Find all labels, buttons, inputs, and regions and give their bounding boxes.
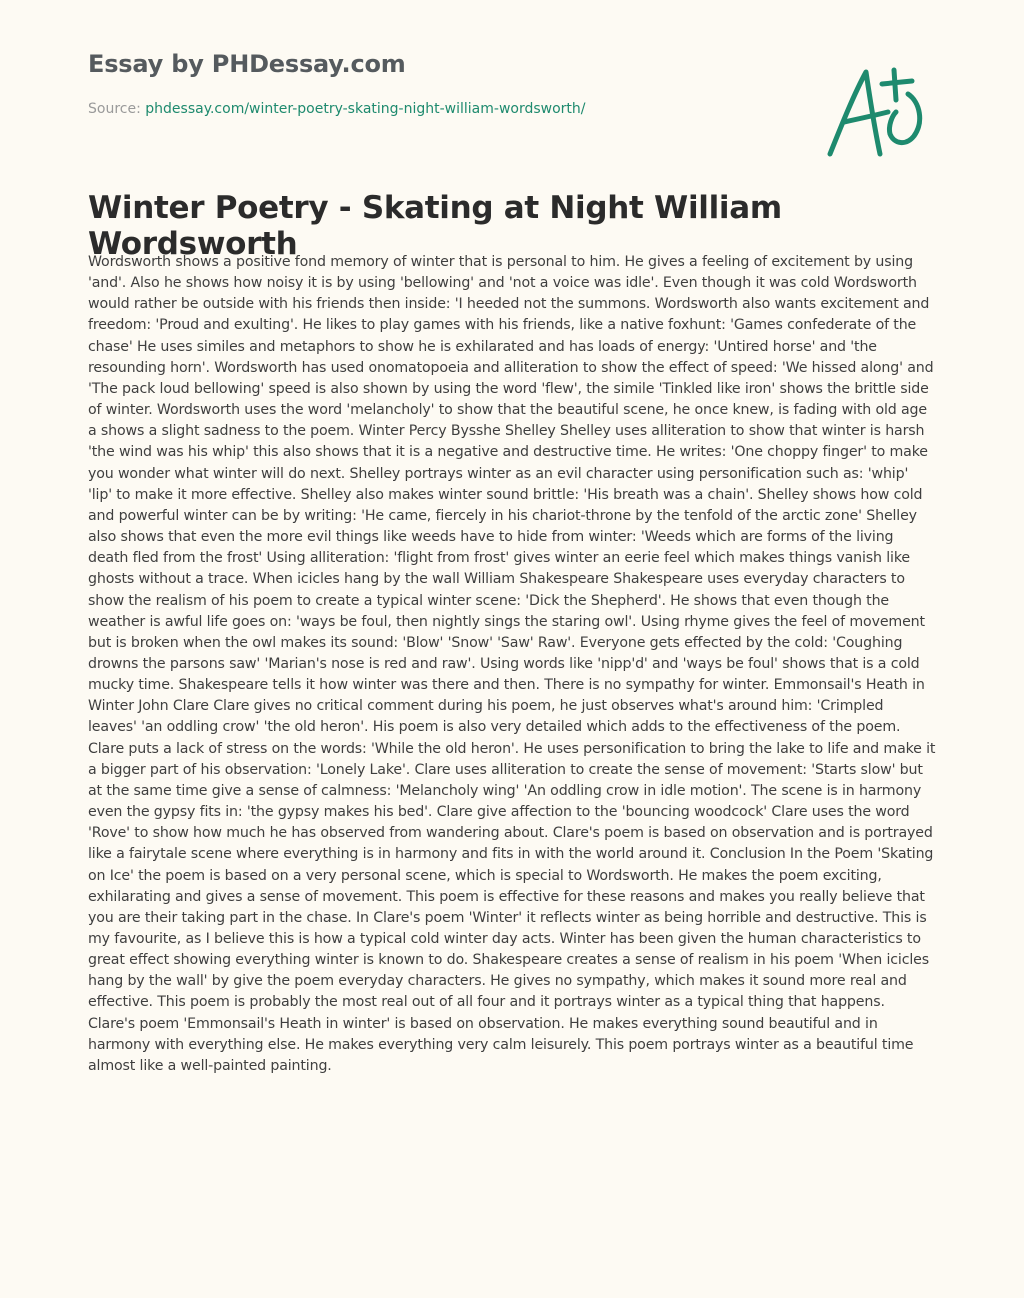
source-link[interactable]: phdessay.com/winter-poetry-skating-night-william-wordsworth/ <box>145 101 586 117</box>
source-label: Source: <box>88 101 146 117</box>
essay-title: Winter Poetry - Skating at Night William Wordsworth <box>88 190 782 262</box>
essay-body: Wordsworth shows a positive fond memory of winter that is personal to him. He gives a feeling of excitement by using 'and'. Also he shows how noisy it is by using 'bellowing' and 'not a voice was idle'. Even though it was cold Wordsworth would rather be outside with his friends then inside: 'I heeded not the summons. Wordsworth also wants excitement and freedom: 'Proud and exulting'. He likes to play games with his friends, like a native foxhunt: 'Games confederate of the chase' He uses similes and metaphors to show he is exhilarated and has loads of energy: 'Untired horse' and 'the resounding horn'. Wordsworth has used onomatopoeia and alliteration to show the effect of speed: 'We hissed along' and 'The pack loud bellowing' speed is also shown by using the word 'flew', the simile 'Tinkled like iron' shows the brittle side of winter. Wordsworth uses the word 'melancholy' to show that the beautiful scene, he once knew, is fading with old age a shows a slight sadness to the poem. Winter Percy Bysshe Shelley Shelley uses alliteration to show that winter is harsh 'the wind was his whip' this also shows that it is a negative and destructive time. He writes: 'One choppy finger' to make you wonder what winter will do next. Shelley portrays winter as an evil character using personification such as: 'whip' 'lip' to make it more effective. Shelley also makes winter sound brittle: 'His breath was a chain'. Shelley shows how cold and powerful winter can be by writing: 'He came, fiercely in his chariot-throne by the tenfold of the arctic zone' Shelley also shows that even the more evil things like weeds have to hide from winter: 'Weeds which are forms of the living death fled from the frost' Using alliteration: 'flight from frost' gives winter an eerie feel which makes things vanish like ghosts without a trace. When icicles hang by the wall William Shakespeare Shakespeare uses everyday characters to show the realism of his poem to create a typical winter scene: 'Dick the Shepherd'. He shows that even though the weather is awful life goes on: 'ways be foul, then nightly sings the staring owl'. Using rhyme gives the feel of movement but is broken when the owl makes its sound: 'Blow' 'Snow' 'Saw' Raw'. Everyone gets effected by the cold: 'Coughing drowns the parsons saw' 'Marian's nose is red and raw'. Using words like 'nipp'd' and 'ways be foul' shows that is a cold mucky time. Shakespeare tells it how winter was there and then. There is no sympathy for winter. Emmonsail's Heath in Winter John Clare Clare gives no critical comment during his poem, he just observes what's around him: 'Crimpled leaves' 'an oddling crow' 'the old heron'. His poem is also very detailed which adds to the effectiveness of the poem. Clare puts a lack of stress on the words: 'While the old heron'. He uses personification to bring the lake to life and make it a bigger part of his observation: 'Lonely Lake'. Clare uses alliteration to create the sense of movement: 'Starts slow' but at the same time give a sense of calmness: 'Melancholy wing' 'An oddling crow in idle motion'. The scene is in harmony even the gypsy fits in: 'the gypsy makes his bed'. Clare give affection to the 'bouncing woodcock' Clare uses the word 'Rove' to show how much he has observed from wandering about. Clare's poem is based on observation and is portrayed like a fairytale scene where everything is in harmony and fits in with the world around it. Conclusion In the Poem 'Skating on Ice' the poem is based on a very personal scene, which is special to Wordsworth. He makes the poem exciting, exhilarating and gives a sense of movement. This poem is effective for these reasons and makes you really believe that you are their taking part in the chase. In Clare's poem 'Winter' it reflects winter as being horrible and destructive. This is my favourite, as I believe this is how a typical cold winter day acts. Winter has been given the human characteristics to great effect showing everything winter is known to do. Shakespeare creates a sense of realism in his poem 'When icicles hang by the wall' by give the poem everyday characters. He gives no sympathy, which makes it sound more real and effective. This poem is probably the most real out of all four and it portrays winter as a typical thing that happens. Clare's poem 'Emmonsail's Heath in winter' is based on observation. He makes everything sound beautiful and in harmony with everything else. He makes everything very calm leisurely. This poem portrays winter as a beautiful time almost like a well-painted painting. <box>88 254 936 1074</box>
a-plus-grade-icon <box>822 64 932 164</box>
site-brand: Essay by PHDessay.com <box>88 50 406 78</box>
source-line <box>88 101 586 117</box>
